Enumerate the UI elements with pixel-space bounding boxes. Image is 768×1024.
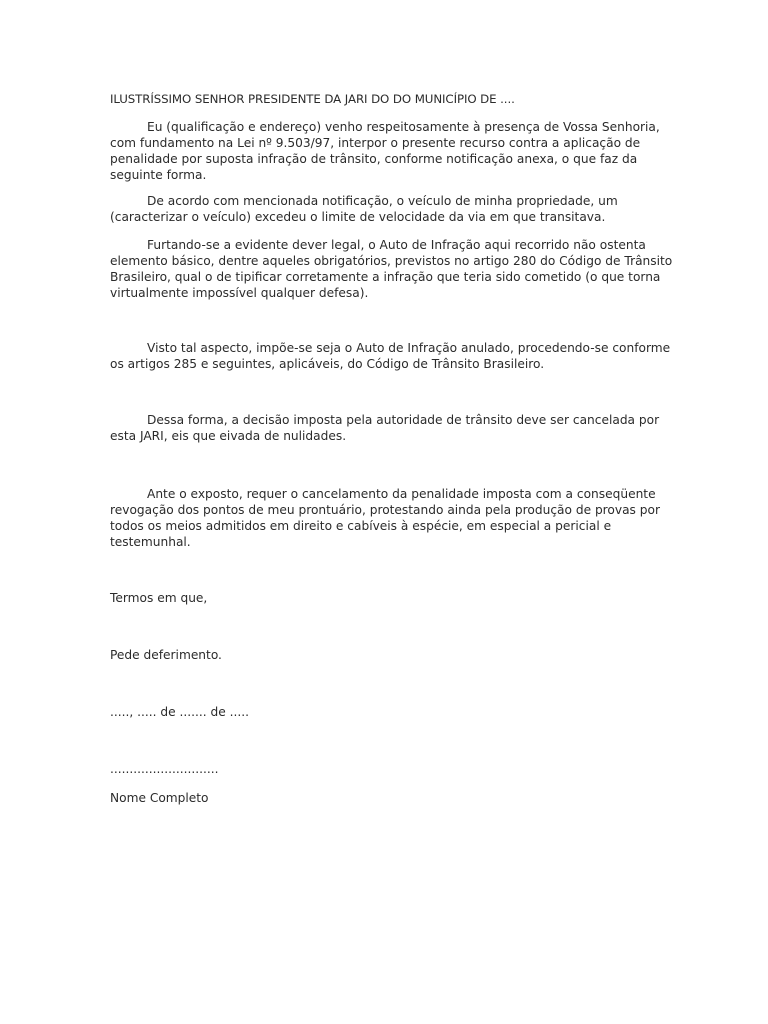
paragraph-line: Visto tal aspecto, impõe-se seja o Auto de Infração anulado, procedendo-se conforme — [147, 341, 671, 355]
closing-pede-deferimento: Pede deferimento. — [110, 648, 222, 662]
paragraph-line: todos os meios admitidos em direito e cabíveis à espécie, em especial a pericial e — [110, 519, 612, 533]
closing-date-line: ....., ..... de ....... de ..... — [110, 705, 249, 719]
signer-name: Nome Completo — [110, 791, 209, 805]
paragraph-line: penalidade por suposta infração de trânsito, conforme notificação anexa, o que faz da — [110, 152, 638, 166]
paragraph-auto-infracao — [110, 237, 672, 301]
paragraph-visto-aspecto — [110, 340, 670, 372]
paragraph-line: (caracterizar o veículo) excedeu o limite de velocidade da via em que transitava. — [110, 210, 606, 224]
paragraph-line: virtualmente impossível qualquer defesa). — [110, 286, 369, 300]
paragraph-line: revogação dos pontos de meu prontuário, protestando ainda pela produção de provas por — [110, 503, 660, 517]
paragraph-line: Ante o exposto, requer o cancelamento da penalidade imposta com a conseqüente — [147, 487, 656, 501]
paragraph-requerimento — [110, 486, 660, 550]
paragraph-line: Brasileiro, qual o de tipificar corretamente a infração que teria sido cometido (o que torna — [110, 270, 661, 284]
paragraph-line: elemento básico, dentre aqueles obrigatórios, previstos no artigo 280 do Código de Trânsito — [110, 254, 673, 268]
paragraph-line: De acordo com mencionada notificação, o veículo de minha propriedade, um — [147, 194, 618, 208]
paragraph-line: os artigos 285 e seguintes, aplicáveis, do Código de Trânsito Brasileiro. — [110, 357, 545, 371]
paragraph-line: Eu (qualificação e endereço) venho respeitosamente à presença de Vossa Senhoria, — [147, 120, 660, 134]
closing-termos: Termos em que, — [110, 591, 208, 605]
paragraph-line: seguinte forma. — [110, 168, 207, 182]
paragraph-decisao — [110, 412, 659, 444]
signature-line: ............................ — [110, 762, 219, 776]
paragraph-line: com fundamento na Lei nº 9.503/97, interpor o presente recurso contra a aplicação de — [110, 136, 641, 150]
paragraph-line: esta JARI, eis que eivada de nulidades. — [110, 429, 347, 443]
paragraph-line: testemunhal. — [110, 535, 191, 549]
paragraph-qualificacao — [110, 119, 660, 183]
document-heading: ILUSTRÍSSIMO SENHOR PRESIDENTE DA JARI DO DO MUNICÍPIO DE .... — [110, 92, 515, 106]
paragraph-line: Dessa forma, a decisão imposta pela autoridade de trânsito deve ser cancelada por — [147, 413, 660, 427]
paragraph-line: Furtando-se a evidente dever legal, o Auto de Infração aqui recorrido não ostenta — [147, 238, 646, 252]
paragraph-notificacao — [110, 193, 618, 225]
